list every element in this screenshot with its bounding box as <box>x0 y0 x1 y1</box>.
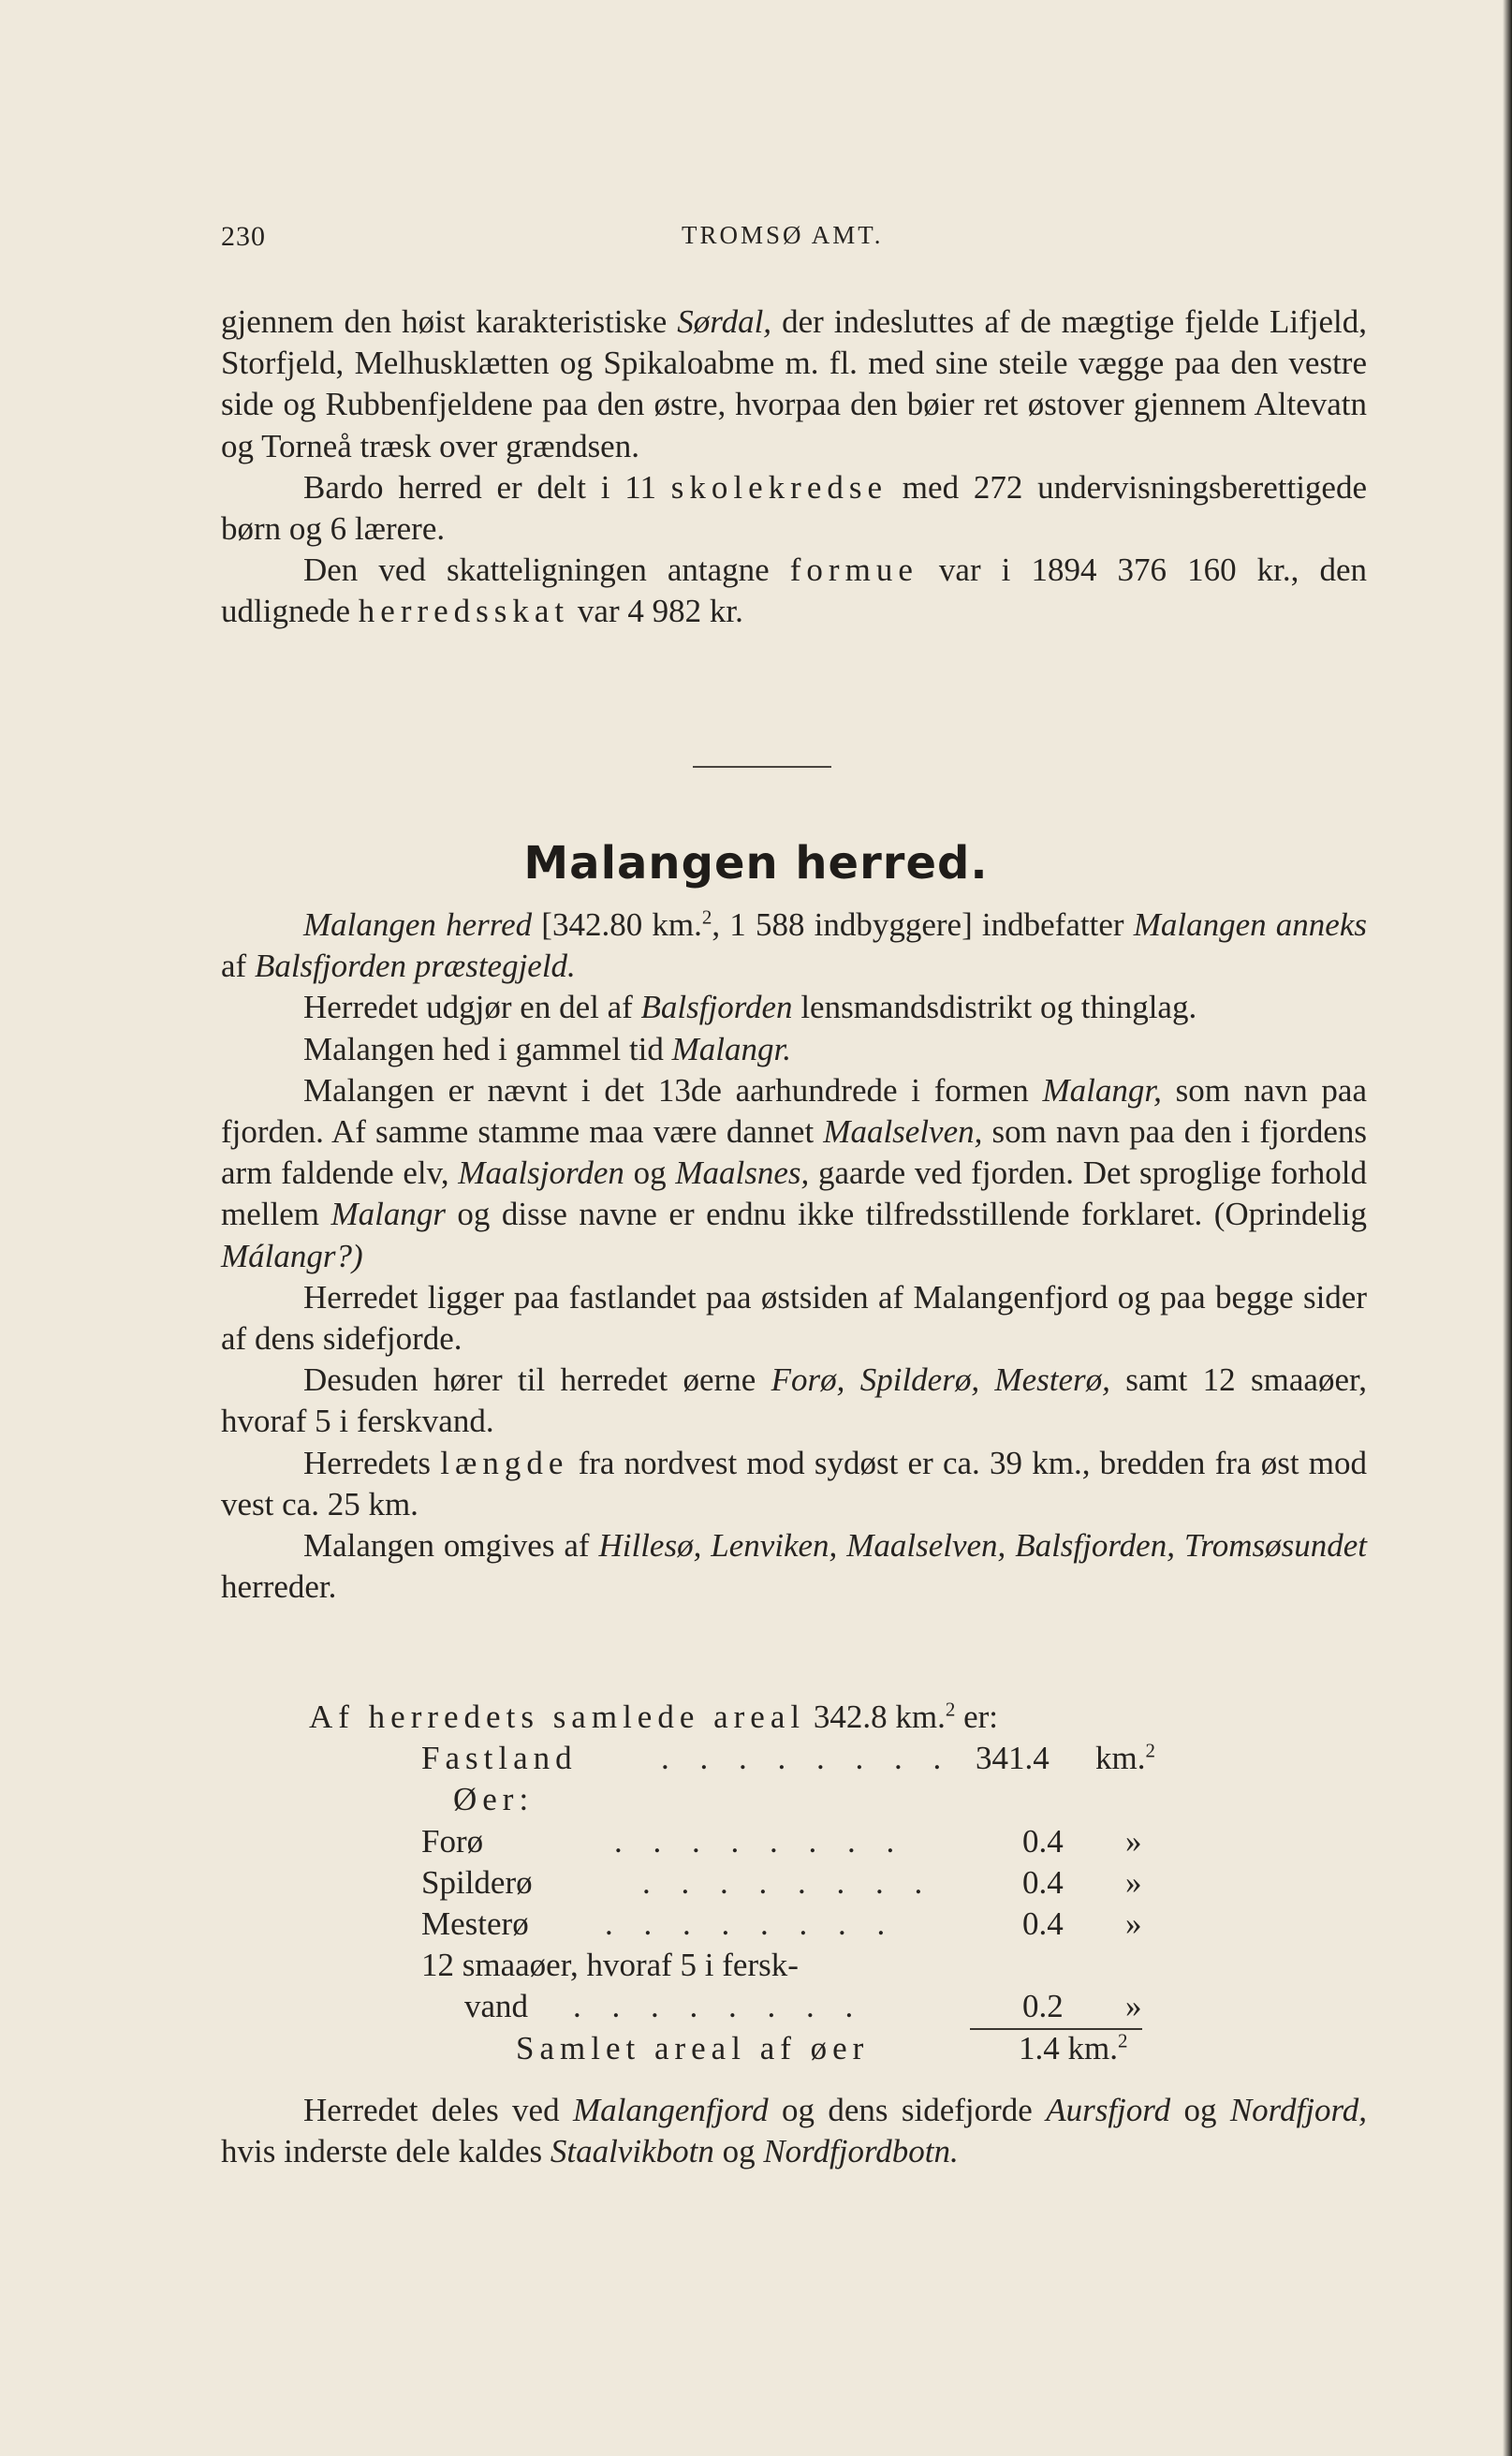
paragraph-lensmand: Herredet udgjør en del af Balsfjorden lensmandsdistrikt og thinglag. <box>303 989 1197 1026</box>
page-number: 230 <box>221 221 266 252</box>
area-row-oer: Øer: <box>453 1781 535 1818</box>
area-row: 12 smaaøer, hvoraf 5 i fersk- <box>421 1947 799 1984</box>
area-row: Spilderø . . . . . . . . 0.4 » <box>421 1863 1142 1901</box>
area-table <box>221 1697 1251 2069</box>
closing-text <box>221 2090 1367 2172</box>
paragraph-sordal: gjennem den høist karakteristiske Sørdal, der indesluttes af de mægtige fjelde Lifjeld, Storfjeld, Melhusklætten og Spikaloabme m. fl. med sine steile vægge paa den vestre side og Rubbenfjeldene paa den østre, hvorpaa den bøier ret østover gjennem Altevatn og Torneå træsk over grændsen. <box>221 303 1367 464</box>
paragraph-dimensions: Herredets længde fra nordvest mod sydøst er ca. 39 km., bredden fra øst mod vest ca. 25 km. <box>221 1444 1367 1522</box>
area-row: Forø . . . . . . . . 0.4 » <box>421 1822 1142 1860</box>
running-title: TROMSØ AMT. <box>682 221 884 249</box>
section-title: Malangen herred. <box>523 837 989 890</box>
section-text <box>221 904 1367 1608</box>
paragraph-formue: Den ved skatteligningen antagne formue var i 1894 376 160 kr., den udlignede herredsskat var 4 982 kr. <box>221 551 1367 630</box>
page-edge-shadow <box>1503 0 1512 2456</box>
area-row-sum: Samlet areal af øer 1.4 km.$^2$ <box>221 2028 1251 2069</box>
paragraph-etymology: Malangen er nævnt i det 13de aarhundrede i formen Malangr, som navn paa fjorden. Af samme stamme maa være dannet Maalselven, som navn paa den i fjordens arm faldende elv, Maalsjorden og Maalsnes, gaarde ved fjorden. Det sproglige forhold mellem Malangr og disse navne er endnu ikke tilfredsstillende forklaret. (Oprindelig Málangr?) <box>221 1071 1368 1274</box>
paragraph-islands: Desuden hører til herredet øerne Forø, Spilderø, Mesterø, samt 12 smaaøer, hvoraf 5 i ferskvand. <box>221 1361 1367 1440</box>
paragraph-neighbours: Malangen omgives af Hillesø, Lenviken, Maalselven, Balsfjorden, Tromsøsundet herreder. <box>221 1527 1368 1606</box>
paragraph-intro: Malangen herred [342.80 km.$^2$, 1 588 indbyggere] indbefatter Malangen anneks af Balsfjorden præstegjeld. <box>221 905 1367 985</box>
area-row-fastland: Fastland . . . . . . . . 341.4 km.$^2$ <box>421 1739 1155 1777</box>
paragraph-location: Herredet ligger paa fastlandet paa østsiden af Malangenfjord og paa begge sider af dens sidefjorde. <box>221 1278 1367 1358</box>
paragraph-fjords: Herredet deles ved Malangenfjord og dens sidefjorde Aursfjord og Nordfjord, hvis inderste dele kaldes Staalvikbotn og Nordfjordbotn. <box>221 2092 1368 2170</box>
section-divider <box>693 766 831 768</box>
area-heading: Af herredets samlede areal 342.8 km.$^2$ er: <box>309 1698 999 1735</box>
paragraph-old-name: Malangen hed i gammel tid Malangr. <box>303 1030 792 1067</box>
area-row: vand . . . . . . . . 0.2 » <box>464 1988 1142 2025</box>
area-row: Mesterø . . . . . . . . 0.4 » <box>421 1905 1142 1942</box>
top-text <box>221 301 1367 633</box>
paragraph-skolekredse: Bardo herred er delt i 11 skolekredse med 272 undervisningsberettigede børn og 6 lærere. <box>221 468 1368 548</box>
